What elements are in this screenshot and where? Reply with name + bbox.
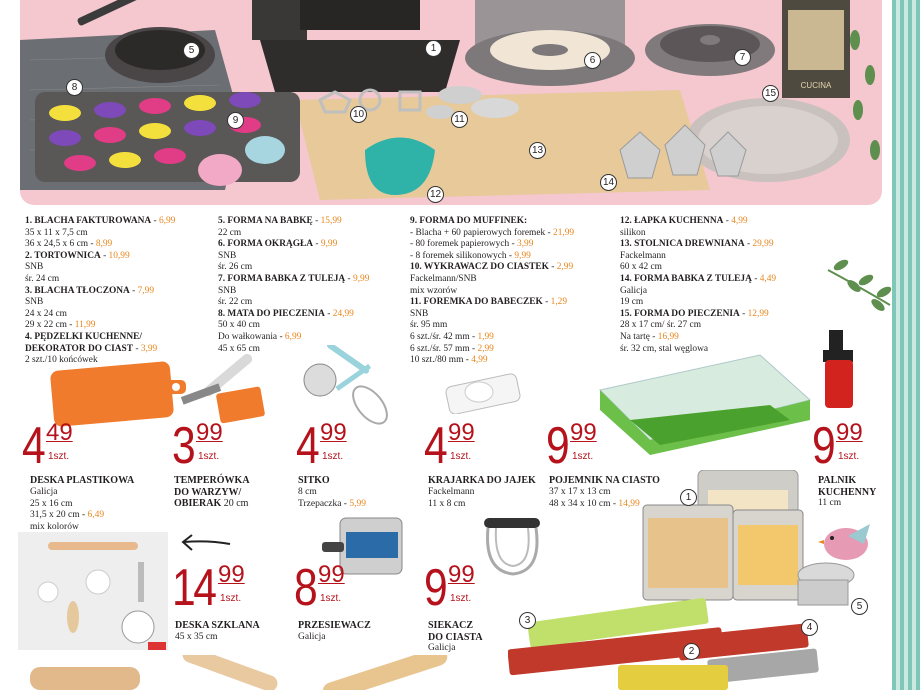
pack-marker-3: 3 — [519, 612, 536, 629]
tartlet-tins-11 — [438, 86, 482, 104]
marker-9: 9 — [227, 112, 244, 129]
marker-1: 1 — [425, 40, 442, 57]
price-glass-board: 14 99 1szt. — [172, 559, 245, 617]
pack-marker-4: 4 — [801, 619, 818, 636]
offer-desc-sieve: 8 cm Trzepaczka - 5,99 — [298, 487, 366, 509]
hero-product-photo — [20, 0, 882, 205]
cake-container-image — [590, 350, 820, 475]
marker-15: 15 — [762, 85, 779, 102]
offer-name-torch: PALNIK KUCHENNY — [818, 475, 877, 498]
pack-marker-2: 2 — [683, 643, 700, 660]
offer-desc-egg-slicer: Fackelmann 11 x 8 cm — [428, 487, 475, 509]
marker-6: 6 — [584, 52, 601, 69]
offer-name-pastry-cutter: SIEKACZ DO CIASTA — [428, 620, 483, 643]
mini-bundt-14 — [620, 125, 746, 178]
silicone-cup-blue — [245, 136, 285, 164]
price-cake-container: 9 99 1szt. — [546, 417, 597, 475]
pastry-brush — [77, 0, 144, 26]
arrow-icon — [178, 532, 234, 554]
offer-name-glass-board: DESKA SZKLANA — [175, 620, 260, 631]
egg-slicer-image — [445, 362, 525, 414]
offer-name-peeler: TEMPERÓWKA DO WARZYW/ OBIERAK 20 cm — [174, 475, 250, 509]
offer-desc-plastic-board: Galicja 25 x 16 cm 31,5 x 20 cm - 6,49 mix kolorów — [30, 487, 105, 532]
product-list-col-4: 12. ŁAPKA KUCHENNA - 4,99 silikon 13. STOLNICA DREWNIANA - 29,99 Fackelmann 60 x 42 cm 14. FORMA BABKA Z TULEJĄ - 4,49 Galicja 19 cm 15. FORMA DO PIECZENIA - 12,99 28 x 17 cm/ śr. 27 cm Na tartę - 16,99 śr. 32 cm, stal węglowa — [620, 216, 777, 354]
offer-desc-cake-container: 37 x 17 x 13 cm 48 x 34 x 10 cm - 14,99 — [549, 487, 640, 509]
offer-desc-glass-board: 45 x 35 cm — [175, 632, 218, 642]
marker-14: 14 — [600, 174, 617, 191]
glass-board-image — [18, 532, 168, 650]
marker-7: 7 — [734, 49, 751, 66]
offer-desc-pastry-cutter: Galicja — [428, 643, 456, 653]
silicone-cup — [198, 154, 242, 186]
bottom-wooden-tools — [20, 655, 500, 690]
offer-desc-torch: 11 cm — [818, 498, 842, 508]
product-list-col-1: 1. BLACHA FAKTUROWANA - 6,99 35 x 11 x 7,5 cm 36 x 24,5 x 6 cm - 8,99 2. TORTOWNICA - 10,99 SNB śr. 24 cm 3. BLACHA TŁOCZONA - 7,99 SNB 24 x 24 cm 29 x 22 cm - 11,99 4. PĘDZELKI KUCHENNE/ DEKORATOR DO CIAST - 3,99 2 szt./10 końcówek — [25, 216, 176, 366]
price-sieve: 4 99 1szt. — [296, 417, 347, 475]
price-egg-slicer: 4 99 1szt. — [424, 417, 475, 475]
kitchen-torch-image — [815, 330, 863, 410]
marker-8: 8 — [66, 79, 83, 96]
hero-illustration — [20, 0, 882, 205]
paper-roll-yellow — [618, 665, 728, 690]
marker-12: 12 — [427, 186, 444, 203]
offer-name-cake-container: POJEMNIK NA CIASTO — [549, 475, 660, 486]
price-torch: 9 99 1szt. — [812, 417, 863, 475]
leaf-garland — [850, 30, 880, 160]
pack-marker-5: 5 — [851, 598, 868, 615]
price-flour-sifter: 8 99 1szt. — [294, 559, 345, 617]
leaf-branch-icon — [826, 250, 892, 320]
pack-marker-1: 1 — [680, 489, 697, 506]
marker-13: 13 — [529, 142, 546, 159]
price-plastic-board: 4 49 1szt. — [22, 417, 73, 475]
offer-name-flour-sifter: PRZESIEWACZ — [298, 620, 371, 631]
cucina-label: CUCINA — [800, 81, 832, 90]
offer-name-sieve: SITKO — [298, 475, 330, 486]
offer-name-plastic-board: DESKA PLASTIKOWA — [30, 475, 135, 486]
price-peeler: 3 99 1szt. — [172, 417, 223, 475]
product-list-col-3: 9. FORMA DO MUFFINEK: - Blacha + 60 papierowych foremek - 21,99 - 80 foremek papierowych - 3,99 - 8 foremek silikonowych - 9,99 10. WYKRAWACZ DO CIASTEK - 2,99 Fackelmann/SNB mix wzorów 11. FOREMKA DO BABECZEK - 1,29 SNB śr. 95 mm 6 szt./śr. 42 mm - 1,99 6 szt./śr. 57 mm - 2,99 10 szt./80 mm - 4,99 — [410, 216, 575, 366]
marker-5: 5 — [183, 42, 200, 59]
price-pastry-cutter: 9 99 1szt. — [424, 559, 475, 617]
product-list-col-2: 5. FORMA NA BABKĘ - 15,99 22 cm 6. FORMA OKRĄGŁA - 9,99 SNB śr. 26 cm 7. FORMA BABKA Z TULEJĄ - 9,99 SNB śr. 22 cm 8. MATA DO PIECZENIA - 24,99 50 x 40 cm Do wałkowania - 6,99 45 x 65 cm — [218, 216, 370, 354]
marker-11: 11 — [451, 111, 468, 128]
offer-desc-flour-sifter: Galicja — [298, 632, 326, 642]
offer-name-egg-slicer: KRAJARKA DO JAJEK — [428, 475, 536, 486]
marker-10: 10 — [350, 106, 367, 123]
decorative-stripe — [892, 0, 920, 690]
